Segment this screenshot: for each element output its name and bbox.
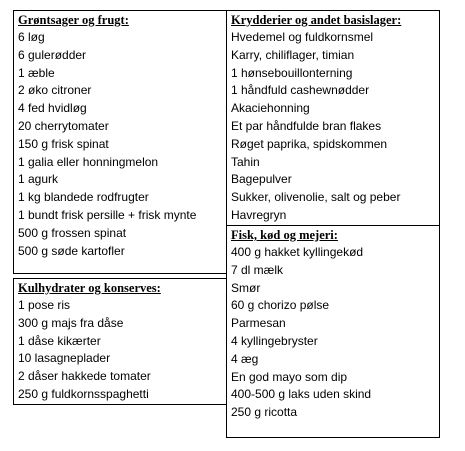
list-item: 10 lasagneplader — [18, 351, 111, 366]
list-item: Karry, chiliflager, timian — [231, 47, 355, 62]
list-item: 7 dl mælk — [231, 262, 284, 277]
list-item: 1 æble — [18, 65, 55, 80]
produce-list — [18, 29, 196, 260]
list-item: 500 g søde kartofler — [18, 243, 125, 258]
list-item: 400 g hakket kyllingekød — [231, 245, 364, 259]
protein-box — [226, 225, 440, 438]
list-item: Smør — [231, 280, 261, 295]
list-item: 400-500 g laks uden skind — [231, 387, 372, 402]
list-item: 250 g ricotta — [231, 405, 298, 420]
list-item: Havregryn — [231, 207, 287, 222]
produce-box — [13, 10, 227, 274]
list-item: Røget paprika, spidskommen — [231, 136, 388, 151]
list-item: En god mayo som dip — [231, 369, 348, 384]
list-item: 4 fed hvidløg — [18, 101, 87, 116]
list-item: 60 g chorizo pølse — [231, 298, 330, 313]
list-item: 1 håndfuld cashewnødder — [231, 83, 370, 98]
list-item: 300 g majs fra dåse — [18, 315, 124, 330]
list-item: Hvedemel og fuldkornsmel — [231, 30, 374, 44]
list-item: Akaciehonning — [231, 101, 310, 116]
list-item: Parmesan — [231, 316, 286, 331]
list-item: 150 g frisk spinat — [18, 136, 109, 151]
list-item: 1 pose ris — [18, 298, 71, 312]
list-item: Tahin — [231, 154, 260, 169]
list-item: 1 agurk — [18, 172, 59, 187]
list-item: 1 bundt frisk persille + frisk mynte — [18, 207, 197, 222]
list-item: 1 dåse kikærter — [18, 333, 101, 348]
list-item: 1 hønsebouillonterning — [231, 65, 353, 80]
protein-list — [231, 244, 371, 422]
list-item: 250 g fuldkornsspaghetti — [18, 386, 149, 401]
carbs-box — [13, 278, 227, 405]
list-item: 4 kyllingebryster — [231, 333, 318, 348]
list-item: 2 øko citroner — [18, 83, 92, 98]
list-item: 1 galia eller honningmelon — [18, 154, 159, 169]
list-item: 1 kg blandede rodfrugter — [18, 190, 149, 205]
produce-title: Grøntsager og frugt: — [18, 13, 129, 27]
protein-title: Fisk, kød og mejeri: — [231, 228, 338, 242]
carbs-list — [18, 297, 151, 404]
list-item: 2 dåser hakkede tomater — [18, 369, 151, 384]
list-item: 500 g frossen spinat — [18, 225, 127, 240]
list-item: 4 æg — [231, 351, 259, 366]
list-item: 20 cherrytomater — [18, 118, 109, 133]
carbs-title: Kulhydrater og konserves: — [18, 281, 161, 295]
list-item: Et par håndfulde bran flakes — [231, 118, 382, 133]
pantry-list — [231, 29, 400, 225]
list-item: 6 gulerødder — [18, 47, 87, 62]
pantry-box — [226, 10, 440, 226]
list-item: Bagepulver — [231, 172, 292, 187]
list-item: Sukker, olivenolie, salt og peber — [231, 190, 401, 205]
pantry-title: Krydderier og andet basislager: — [231, 13, 402, 27]
list-item: 6 løg — [18, 30, 45, 44]
